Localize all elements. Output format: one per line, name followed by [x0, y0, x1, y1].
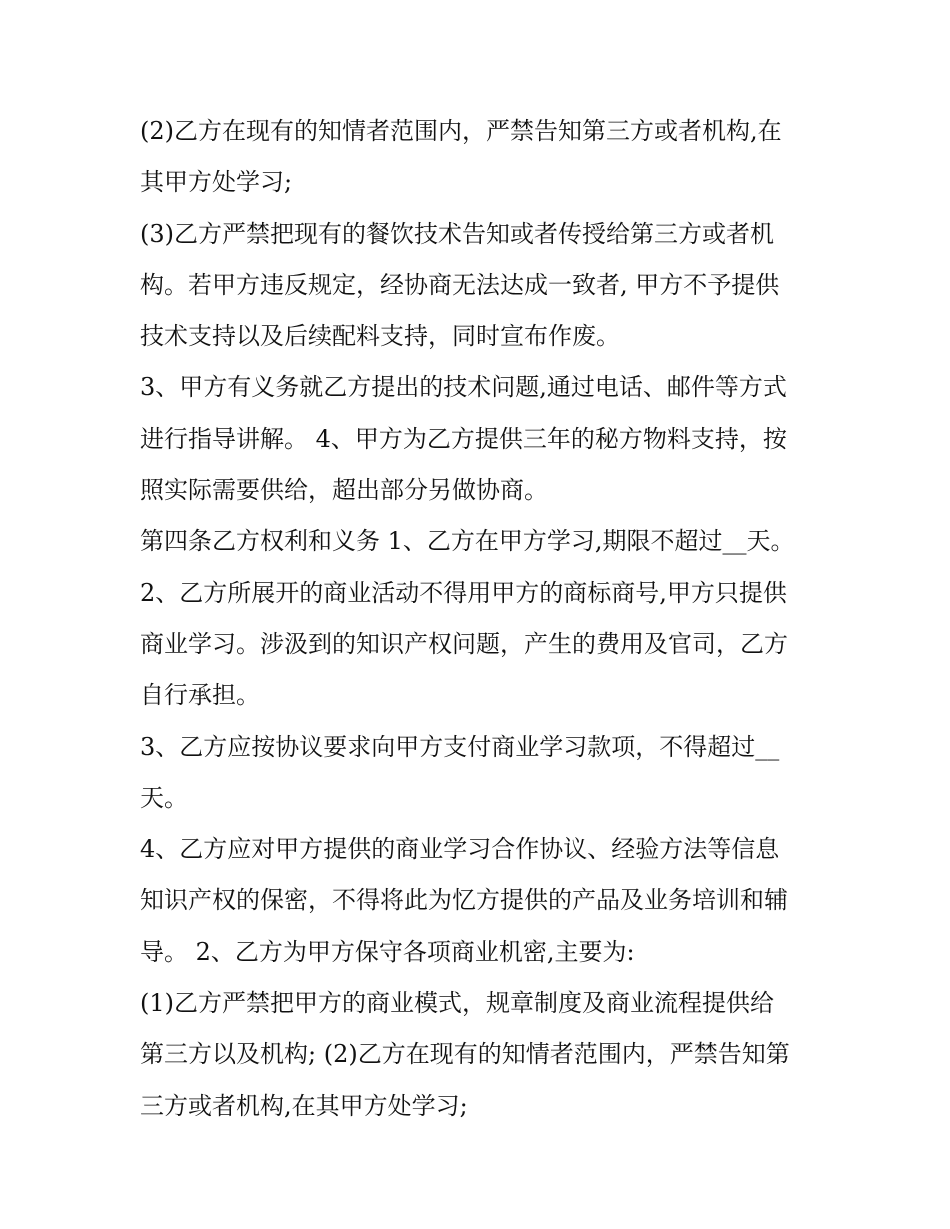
text-line: 自行承担。: [140, 681, 260, 710]
text-line: 知识产权的保密，不得将此为忆方提供的产品及业务培训和辅: [140, 886, 788, 915]
text-line: 三方或者机构,在其甲方处学习;: [140, 1091, 468, 1120]
text-line: 天。: [140, 783, 188, 812]
text-line: 第三方以及机构; (2)乙方在现有的知情者范围内，严禁告知第: [140, 1040, 790, 1069]
text-line: 4、乙方应对甲方提供的商业学习合作协议、经验方法等信息: [140, 835, 780, 864]
text-line: 技术支持以及后续配料支持，同时宣布作废。: [140, 322, 620, 351]
text-line: 构。若甲方违反规定，经协商无法达成一致者, 甲方不予提供: [140, 270, 780, 299]
text-line: 3、乙方应按协议要求向甲方支付商业学习款项，不得超过__: [140, 732, 780, 761]
text-line: 第四条乙方权利和义务 1、乙方在甲方学习,期限不超过__天。: [140, 527, 795, 556]
text-line: 商业学习。涉汲到的知识产权问题，产生的费用及官司，乙方: [140, 629, 788, 658]
text-line: 照实际需要供给，超出部分另做协商。: [140, 476, 548, 505]
document-body: [140, 106, 820, 1132]
text-line: 其甲方处学习;: [140, 168, 293, 197]
text-line: 进行指导讲解。 4、甲方为乙方提供三年的秘方物料支持，按: [140, 424, 787, 453]
text-line: (3)乙方严禁把现有的餐饮技术告知或者传授给第三方或者机: [140, 219, 774, 248]
text-line: 3、甲方有义务就乙方提出的技术问题,通过电话、邮件等方式: [140, 373, 787, 402]
text-line: (2)乙方在现有的知情者范围内，严禁告知第三方或者机构,在: [140, 117, 782, 145]
text-line: (1)乙方严禁把甲方的商业模式，规章制度及商业流程提供给: [140, 989, 774, 1018]
text-line: 导。 2、乙方为甲方保守各项商业机密,主要为:: [140, 937, 635, 966]
text-line: 2、乙方所展开的商业活动不得用甲方的商标商号,甲方只提供: [140, 578, 787, 607]
